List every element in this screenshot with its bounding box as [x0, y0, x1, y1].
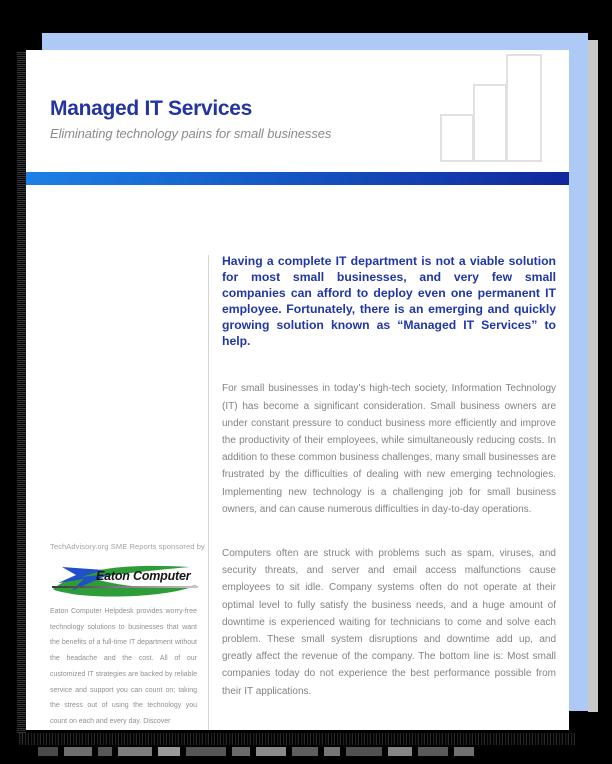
article-body	[222, 254, 556, 727]
sponsor-credit-line: TechAdvisory.org SME Reports sponsored by	[50, 542, 205, 551]
page-subtitle: Eliminating technology pains for small businesses	[50, 126, 332, 141]
bar-chart-icon-bar	[506, 54, 542, 162]
blurred-text-block	[346, 747, 382, 756]
blurred-text-block	[324, 747, 340, 756]
blurred-text-block	[388, 747, 412, 756]
body-paragraph: Computers often are struck with problems such as spam, viruses, and security threats, and server and email access malfunctions cause employees to sit idle. Company systems often do not operate at their optimal level to fully satisfy the business needs, and a huge amount of downtime is experienced waiting for technicians to come and solve each problem. These small system disruptions and downtime add up, and greatly affect the revenue of the company. The bottom line is: Most small companies today do not experience the best performance possible from their IT applications.	[222, 548, 556, 697]
intro-paragraph: Having a complete IT department is not a viable solution for most small businesses, and very few small companies can afford to deploy even one permanent IT employee. Fortunately, there is an emerging and quickly growing solution known as “Managed IT Services” to help.	[222, 254, 556, 348]
blurred-text-block	[292, 747, 318, 756]
document-page	[26, 50, 569, 730]
sponsor-description: Eaton Computer Helpdesk provides worry-free technology solutions to businesses that want the benefits of a full-time IT department without the headache and the cost. All of our customized IT strategies are backed by reliable service and support you can count on; taking the stress out of using the technology you count on each and every day. Discover	[50, 608, 197, 725]
blurred-text-block	[38, 747, 58, 756]
blurred-text-block	[256, 747, 286, 756]
page-title: Managed IT Services	[50, 97, 253, 120]
blurred-text-block	[232, 747, 250, 756]
page-left-edge-noise	[17, 52, 26, 744]
logo-underline	[52, 586, 198, 588]
bar-chart-icon	[440, 52, 544, 162]
column-divider	[208, 255, 209, 730]
page-bottom-edge-noise	[17, 733, 577, 745]
logo-wordmark: Eaton Computer	[96, 569, 191, 583]
bar-chart-icon-bar	[440, 114, 474, 162]
blurred-text-block	[418, 747, 448, 756]
blurred-text-block	[64, 747, 92, 756]
body-paragraph: For small businesses in today’s high-tech society, Information Technology (IT) has become a significant consideration. Small business owners are under constant pressure to conduct business more efficiently and improve the productivity of their employees, while simultaneously reducing costs. In addition to these common business challenges, many small businesses are frustrated by the difficulties of dealing with new emerging technologies. Implementing new technology is a challenging job for small business owners, and can cause numerous difficulties in day-to-day operations.	[222, 383, 556, 515]
back-panel-shadow	[588, 40, 598, 712]
bar-chart-icon-bar	[473, 84, 507, 162]
blurred-next-page-text-row	[38, 747, 474, 756]
blurred-text-block	[98, 747, 112, 756]
blurred-text-block	[186, 747, 226, 756]
blurred-text-block	[158, 747, 180, 756]
header-gradient-rule	[26, 172, 569, 185]
blurred-text-block	[118, 747, 152, 756]
blurred-text-block	[454, 747, 474, 756]
eaton-computer-logo	[50, 560, 200, 602]
